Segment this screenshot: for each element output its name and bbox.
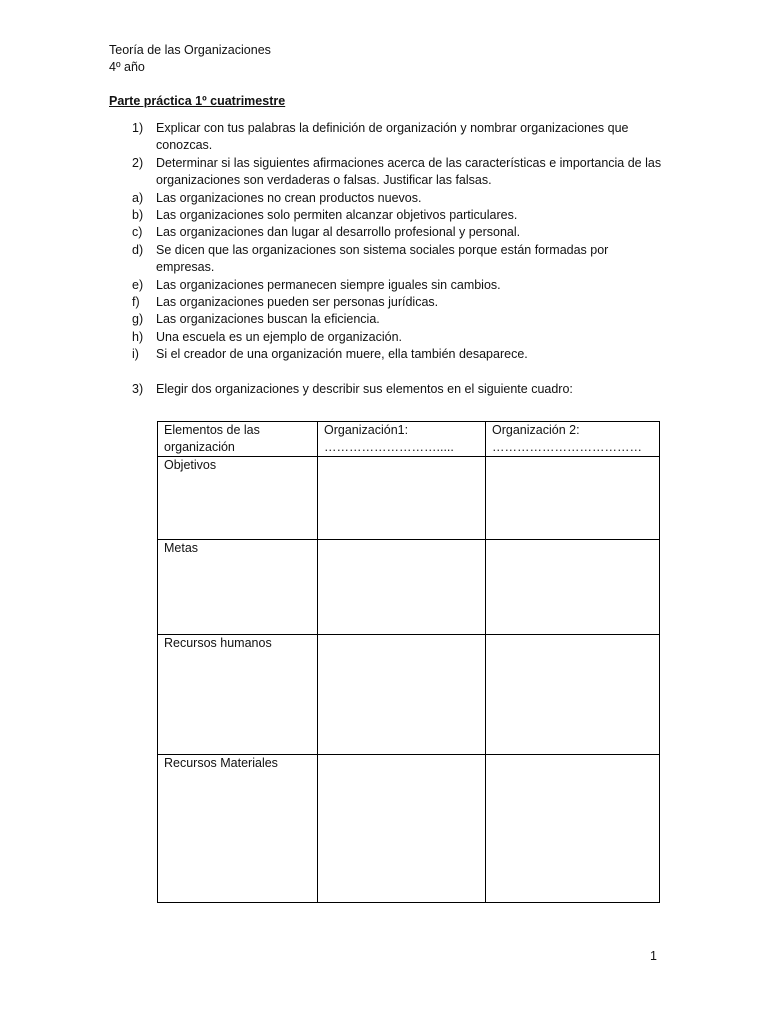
question-text: Determinar si las siguientes afirmaciones acerca de las características e importancia de las organizaciones son verdaderas o falsas. Justificar las falsas. <box>156 155 662 188</box>
statement-item <box>109 190 669 207</box>
answer-cell[interactable] <box>486 755 660 903</box>
statement-text: Las organizaciones pueden ser personas jurídicas. <box>156 295 439 310</box>
statement-text: Las organizaciones permanecen siempre iguales sin cambios. <box>156 277 501 292</box>
spacer <box>109 364 669 381</box>
answer-cell[interactable] <box>486 635 660 755</box>
statement-marker: e) <box>132 277 144 292</box>
answer-cell[interactable] <box>486 540 660 635</box>
header-org2-label: Organización 2: <box>492 423 580 437</box>
statement-marker: i) <box>132 347 139 362</box>
header-org1-label: Organización1: <box>324 423 409 437</box>
statement-text: Las organizaciones solo permiten alcanzar objetivos particulares. <box>156 208 518 223</box>
statement-item <box>109 294 669 311</box>
row-label-recursos-materiales: Recursos Materiales <box>158 755 318 903</box>
row-label-objetivos: Objetivos <box>158 457 318 540</box>
statement-item <box>109 207 669 224</box>
question-item <box>109 381 669 398</box>
table-row <box>158 755 660 903</box>
statement-text: Una escuela es un ejemplo de organización. <box>156 329 402 344</box>
statement-marker: c) <box>132 225 143 240</box>
header-elements-label: Elementos de las organización <box>164 423 260 454</box>
course-title: Teoría de las Organizaciones <box>109 43 271 57</box>
statement-text: Si el creador de una organización muere, ella también desaparece. <box>156 347 528 362</box>
row-label-recursos-humanos: Recursos humanos <box>158 635 318 755</box>
table-row <box>158 457 660 540</box>
table-row <box>158 540 660 635</box>
header-cell-organization-2 <box>486 422 660 457</box>
statement-marker: f) <box>132 295 140 310</box>
statement-marker: g) <box>132 312 144 327</box>
answer-cell[interactable] <box>318 755 486 903</box>
statement-text: Las organizaciones buscan la eficiencia. <box>156 312 380 327</box>
organization-elements-table <box>157 421 660 903</box>
answer-cell[interactable] <box>486 457 660 540</box>
table-row <box>158 635 660 755</box>
question-marker: 1) <box>132 121 144 135</box>
statement-text: Las organizaciones no crean productos nuevos. <box>156 190 422 205</box>
year-label: 4º año <box>109 60 145 74</box>
statement-marker: a) <box>132 190 144 205</box>
question-marker: 3) <box>132 382 144 397</box>
statement-text: Las organizaciones dan lugar al desarrollo profesional y personal. <box>156 225 521 240</box>
answer-cell[interactable] <box>318 540 486 635</box>
answer-cell[interactable] <box>318 635 486 755</box>
statement-text: Se dicen que las organizaciones son sistema sociales porque están formadas por empresas. <box>156 242 609 275</box>
page-number: 1 <box>650 949 657 963</box>
question-text: Elegir dos organizaciones y describir sus elementos en el siguiente cuadro: <box>156 382 573 397</box>
answer-cell[interactable] <box>318 457 486 540</box>
statement-item <box>109 224 669 241</box>
statement-marker: d) <box>132 242 144 257</box>
header-org1-dots: ………………………..... <box>324 440 454 454</box>
question-text: Explicar con tus palabras la definición de organización y nombrar organizaciones que conozcas. <box>156 121 629 153</box>
question-item <box>109 155 669 190</box>
row-label-metas: Metas <box>158 540 318 635</box>
section-title: Parte práctica 1º cuatrimestre <box>109 94 286 108</box>
statement-item <box>109 277 669 294</box>
question-list <box>109 120 669 398</box>
header-cell-elements <box>158 422 318 457</box>
header-cell-organization-1 <box>318 422 486 457</box>
statement-item <box>109 329 669 346</box>
question-item <box>109 120 669 155</box>
table-header-row <box>158 422 660 457</box>
statement-marker: b) <box>132 208 144 223</box>
statement-item <box>109 311 669 328</box>
question-marker: 2) <box>132 155 144 170</box>
statement-item <box>109 242 669 277</box>
statement-item <box>109 346 669 363</box>
statement-marker: h) <box>132 329 144 344</box>
header-org2-dots: ……………………………… <box>492 440 642 454</box>
